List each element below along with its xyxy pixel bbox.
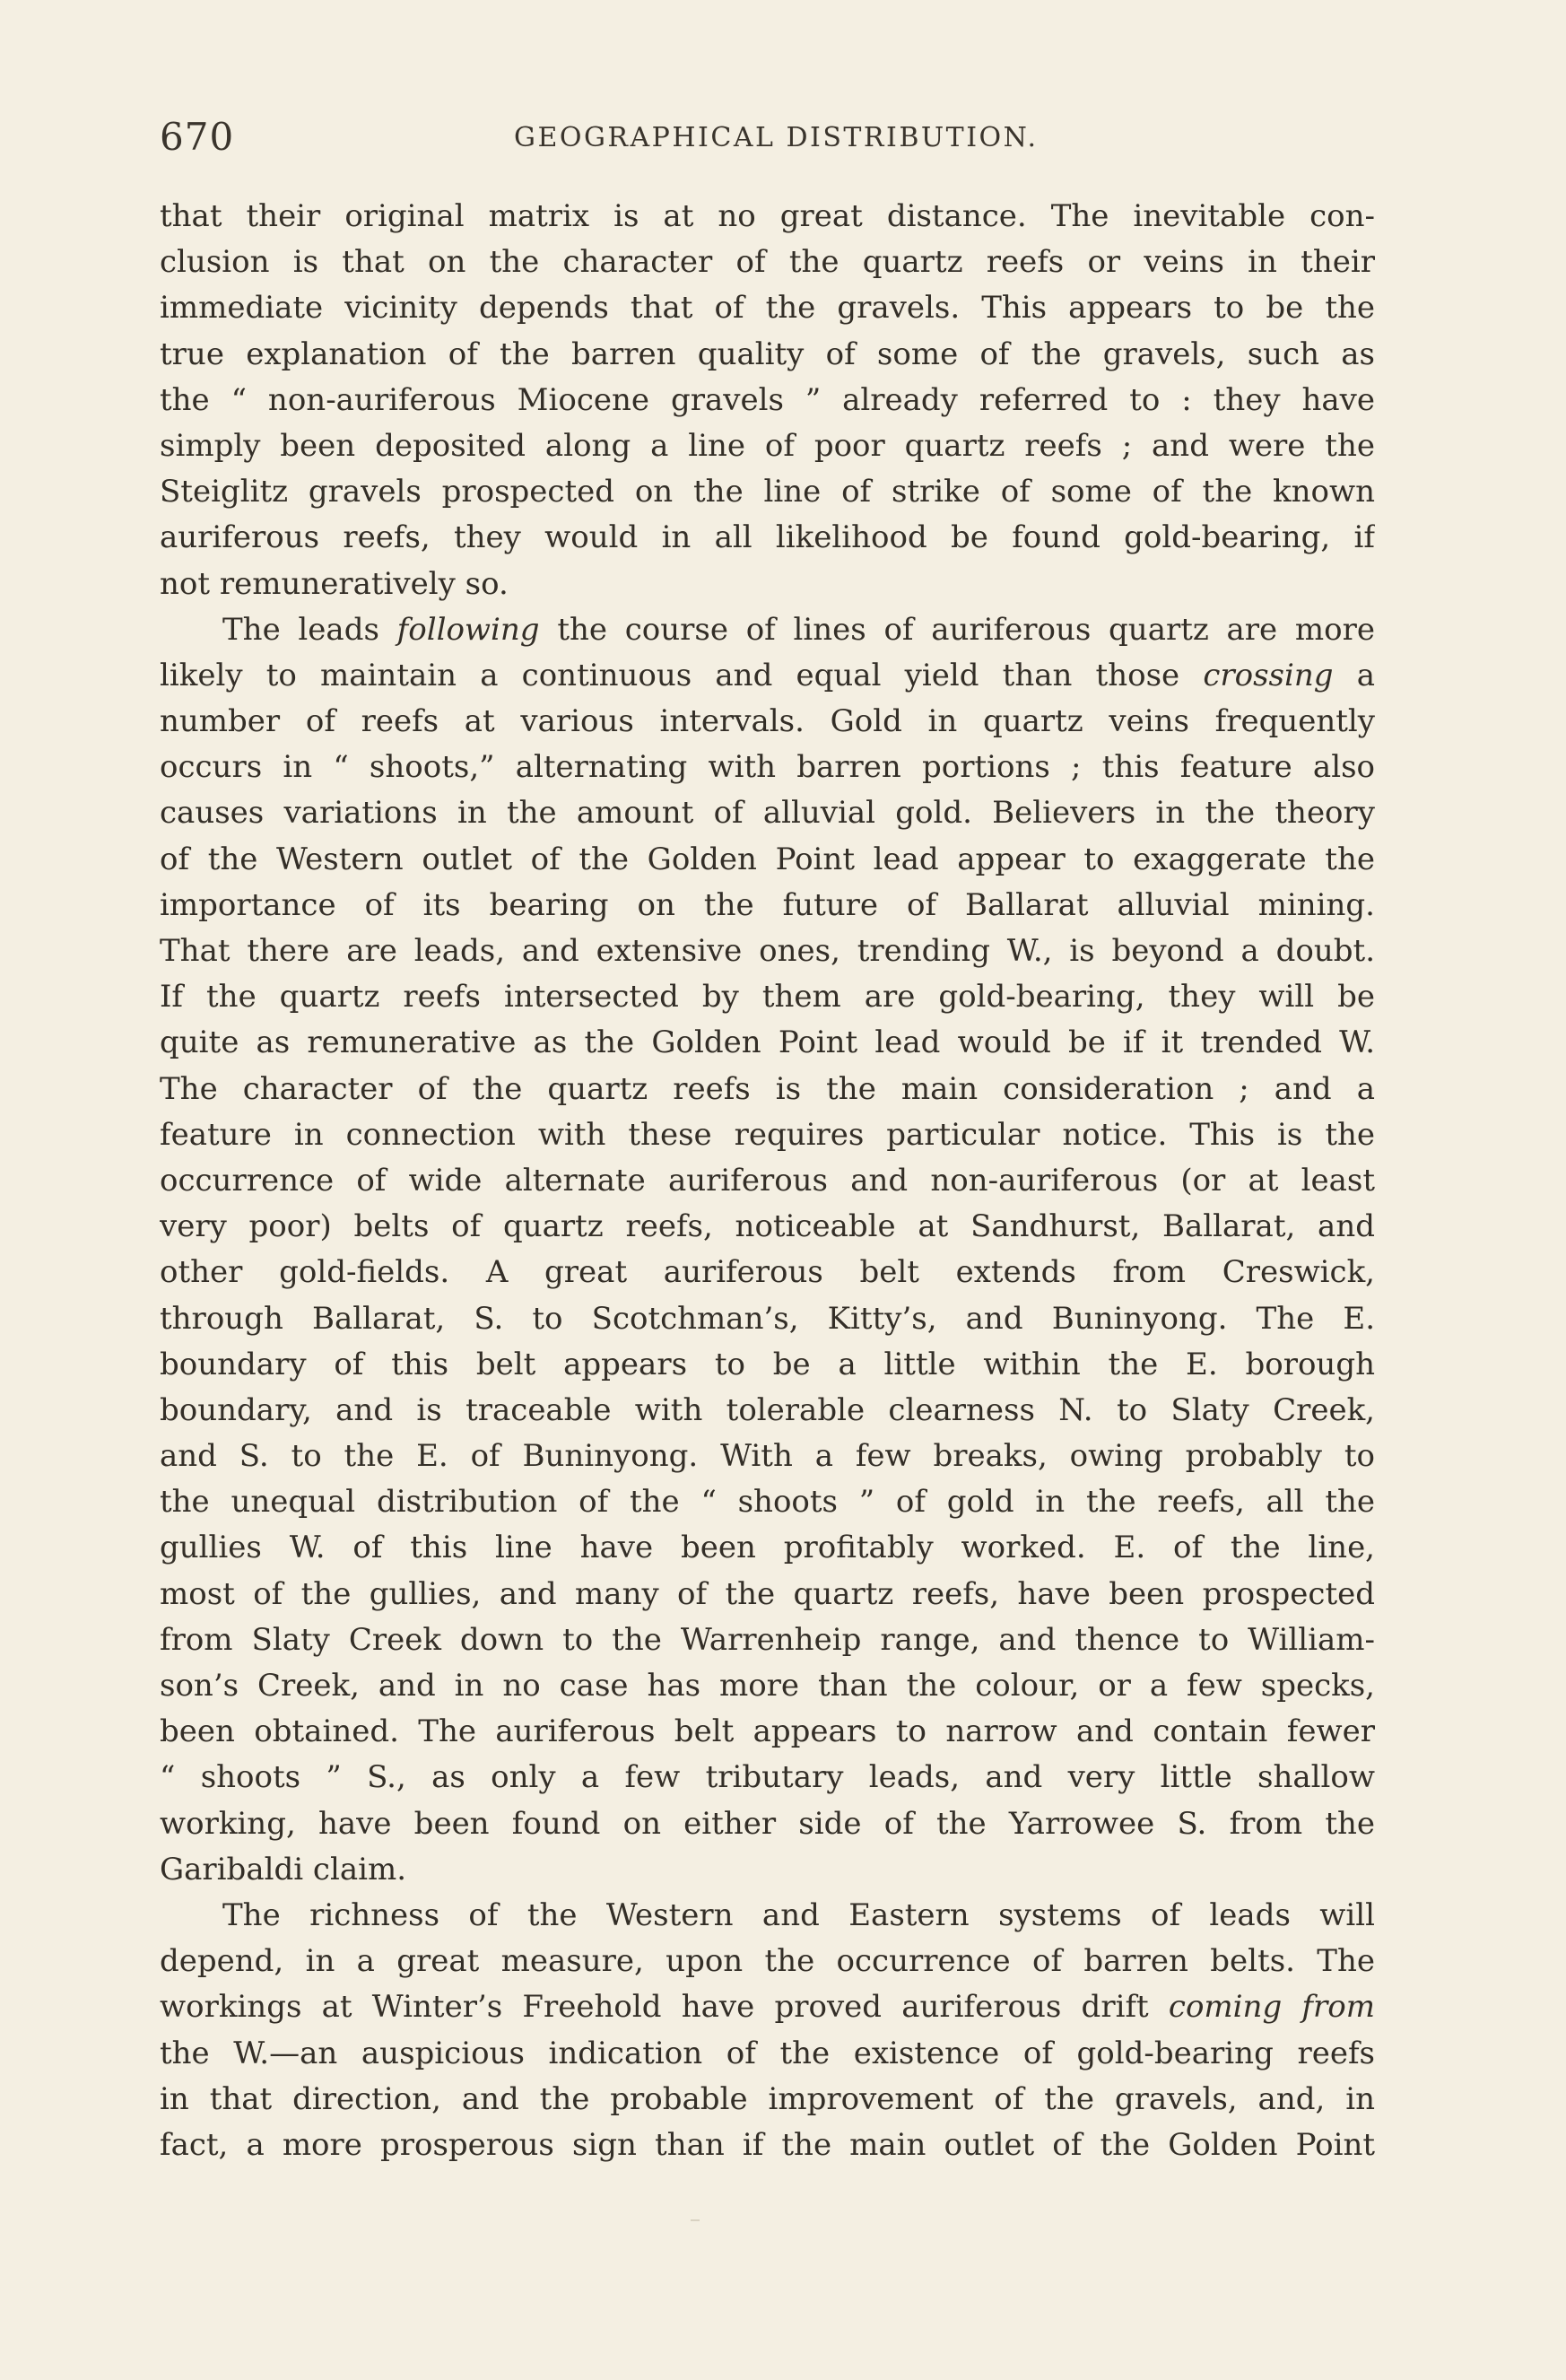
text-line: of the Western outlet of the Golden Point lead appear to exaggerate the <box>160 841 1375 877</box>
text-line: the W.—an auspicious indication of the existence of gold-bearing reefs <box>160 2035 1375 2071</box>
text-line: The character of the quartz reefs is the main consideration ; and a <box>160 1070 1375 1107</box>
text-line: simply been deposited along a line of poor quartz reefs ; and were the <box>160 427 1375 464</box>
text-line: That there are leads, and extensive ones, trending W., is beyond a doubt. <box>160 933 1375 969</box>
paper-mark <box>691 2219 700 2221</box>
text-line: other gold-fields. A great auriferous belt extends from Creswick, <box>160 1254 1375 1291</box>
body-text <box>160 194 1375 2168</box>
text-line: Steiglitz gravels prospected on the line of strike of some of the known <box>160 474 1375 510</box>
running-head <box>160 115 1402 169</box>
text-line: occurrence of wide alternate auriferous and non-auriferous (or at least <box>160 1162 1375 1199</box>
text-line: that their original matrix is at no great distance. The inevitable con- <box>160 198 1375 234</box>
text-line <box>160 1984 1375 2030</box>
text-line: gullies W. of this line have been profitably worked. E. of the line, <box>160 1530 1375 1566</box>
text-run: the course of lines of auriferous quartz are more <box>539 611 1375 648</box>
italic-phrase: coming from <box>1168 1989 1375 2026</box>
paragraph-end-line: Garibaldi claim. <box>160 1851 407 1887</box>
text-line: depend, in a great measure, upon the occurrence of barren belts. The <box>160 1943 1375 1980</box>
text-line: occurs in “ shoots,” alternating with barren portions ; this feature also <box>160 749 1375 786</box>
text-line: son’s Creek, and in no case has more than the colour, or a few specks, <box>160 1668 1375 1704</box>
text-line: auriferous reefs, they would in all likelihood be found gold-bearing, if <box>160 519 1375 556</box>
text-line: feature in connection with these requires particular notice. This is the <box>160 1116 1375 1153</box>
text-line: “ shoots ” S., as only a few tributary leads, and very little shallow <box>160 1759 1375 1796</box>
text-line <box>160 653 1375 699</box>
text-line: If the quartz reefs intersected by them are gold-bearing, they will be <box>160 979 1375 1016</box>
paragraph-end-line: not remuneratively so. <box>160 565 509 602</box>
text-line: number of reefs at various intervals. Gold in quartz veins frequently <box>160 703 1375 740</box>
text-line: fact, a more prosperous sign than if the main outlet of the Golden Point <box>160 2126 1375 2163</box>
text-line: true explanation of the barren quality of some of the gravels, such as <box>160 336 1375 372</box>
text-line: and S. to the E. of Buninyong. With a few breaks, owing probably to <box>160 1438 1375 1475</box>
paragraph-start-line: The richness of the Western and Eastern systems of leads will <box>222 1896 1375 1933</box>
text-line: in that direction, and the probable improvement of the gravels, and, in <box>160 2080 1375 2117</box>
text-line: causes variations in the amount of alluvial gold. Believers in the theory <box>160 795 1375 832</box>
text-line: boundary of this belt appears to be a little within the E. borough <box>160 1346 1375 1382</box>
text-line: importance of its bearing on the future of Ballarat alluvial mining. <box>160 886 1375 923</box>
text-run: The leads <box>222 611 397 648</box>
paragraph-start-line <box>160 607 1375 653</box>
italic-word: crossing <box>1203 657 1334 693</box>
text-line: from Slaty Creek down to the Warrenheip range, and thence to William- <box>160 1621 1375 1658</box>
text-line: immediate vicinity depends that of the gravels. This appears to be the <box>160 290 1375 327</box>
text-line: the unequal distribution of the “ shoots ” of gold in the reefs, all the <box>160 1484 1375 1521</box>
text-line: through Ballarat, S. to Scotchman’s, Kitty’s, and Buninyong. The E. <box>160 1300 1375 1337</box>
text-line: most of the gullies, and many of the quartz reefs, have been prospected <box>160 1575 1375 1612</box>
running-title: GEOGRAPHICAL DISTRIBUTION. <box>514 122 1039 153</box>
text-line: clusion is that on the character of the quartz reefs or veins in their <box>160 244 1375 281</box>
text-line: very poor) belts of quartz reefs, noticeable at Sandhurst, Ballarat, and <box>160 1208 1375 1245</box>
text-run: likely to maintain a continuous and equal yield than those <box>160 657 1204 693</box>
page-number: 670 <box>160 115 235 159</box>
text-run: workings at Winter’s Freehold have proved auriferous drift <box>160 1989 1169 2026</box>
text-run: a <box>1333 657 1375 693</box>
text-line: quite as remunerative as the Golden Point lead would be if it trended W. <box>160 1024 1375 1061</box>
text-line: boundary, and is traceable with tolerable clearness N. to Slaty Creek, <box>160 1391 1375 1428</box>
text-line: the “ non-auriferous Miocene gravels ” already referred to : they have <box>160 381 1375 418</box>
italic-word: following <box>396 611 540 648</box>
text-line: working, have been found on either side of the Yarrowee S. from the <box>160 1805 1375 1842</box>
text-line: been obtained. The auriferous belt appears to narrow and contain fewer <box>160 1713 1375 1750</box>
